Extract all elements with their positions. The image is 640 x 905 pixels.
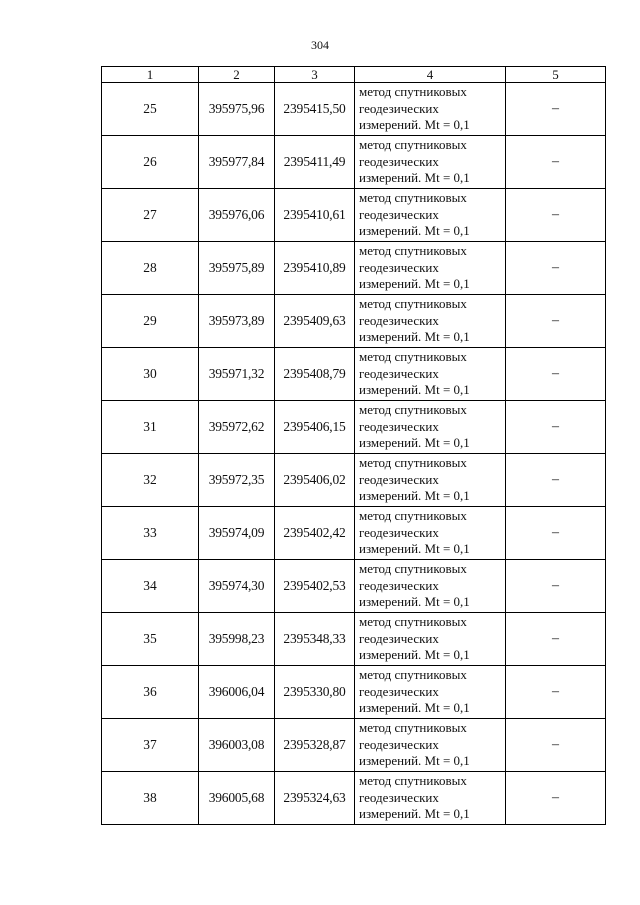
point-number-cell: 35 bbox=[102, 613, 199, 666]
method-line-3: измерений. Mt = 0,1 bbox=[359, 170, 470, 186]
method-line-3: измерений. Mt = 0,1 bbox=[359, 435, 470, 451]
header-col-1: 1 bbox=[102, 67, 199, 83]
table-row bbox=[102, 348, 606, 401]
point-number-cell: 32 bbox=[102, 454, 199, 507]
y-coordinate-cell: 2395409,63 bbox=[275, 295, 355, 348]
method-line-3: измерений. Mt = 0,1 bbox=[359, 541, 470, 557]
method-line-1: метод спутниковых bbox=[359, 508, 467, 524]
method-cell bbox=[355, 401, 506, 454]
table-row bbox=[102, 560, 606, 613]
table-header-row bbox=[102, 67, 606, 83]
y-coordinate-cell: 2395411,49 bbox=[275, 136, 355, 189]
point-number-cell: 27 bbox=[102, 189, 199, 242]
method-line-2: геодезических bbox=[359, 524, 439, 540]
x-coordinate-cell: 395973,89 bbox=[199, 295, 275, 348]
column-5-cell: – bbox=[506, 136, 606, 189]
method-line-2: геодезических bbox=[359, 206, 439, 222]
method-line-1: метод спутниковых bbox=[359, 561, 467, 577]
y-coordinate-cell: 2395408,79 bbox=[275, 348, 355, 401]
method-cell bbox=[355, 83, 506, 136]
table-body bbox=[102, 83, 606, 825]
coordinates-table bbox=[101, 66, 606, 825]
column-5-cell: – bbox=[506, 719, 606, 772]
point-number-cell: 26 bbox=[102, 136, 199, 189]
y-coordinate-cell: 2395348,33 bbox=[275, 613, 355, 666]
table-row bbox=[102, 772, 606, 825]
method-line-2: геодезических bbox=[359, 365, 439, 381]
column-5-cell: – bbox=[506, 189, 606, 242]
point-number-cell: 31 bbox=[102, 401, 199, 454]
x-coordinate-cell: 396006,04 bbox=[199, 666, 275, 719]
x-coordinate-cell: 396005,68 bbox=[199, 772, 275, 825]
x-coordinate-cell: 396003,08 bbox=[199, 719, 275, 772]
method-line-3: измерений. Mt = 0,1 bbox=[359, 382, 470, 398]
method-cell bbox=[355, 560, 506, 613]
header-col-3: 3 bbox=[275, 67, 355, 83]
method-line-2: геодезических bbox=[359, 100, 439, 116]
column-5-cell: – bbox=[506, 242, 606, 295]
method-line-3: измерений. Mt = 0,1 bbox=[359, 329, 470, 345]
y-coordinate-cell: 2395410,61 bbox=[275, 189, 355, 242]
y-coordinate-cell: 2395406,15 bbox=[275, 401, 355, 454]
x-coordinate-cell: 395998,23 bbox=[199, 613, 275, 666]
point-number-cell: 29 bbox=[102, 295, 199, 348]
method-line-2: геодезических bbox=[359, 471, 439, 487]
table-row bbox=[102, 242, 606, 295]
header-col-4: 4 bbox=[355, 67, 506, 83]
column-5-cell: – bbox=[506, 401, 606, 454]
column-5-cell: – bbox=[506, 507, 606, 560]
table-row bbox=[102, 613, 606, 666]
y-coordinate-cell: 2395402,42 bbox=[275, 507, 355, 560]
point-number-cell: 28 bbox=[102, 242, 199, 295]
method-line-1: метод спутниковых bbox=[359, 773, 467, 789]
header-col-2: 2 bbox=[199, 67, 275, 83]
table-row bbox=[102, 666, 606, 719]
x-coordinate-cell: 395975,96 bbox=[199, 83, 275, 136]
method-line-1: метод спутниковых bbox=[359, 296, 467, 312]
x-coordinate-cell: 395974,30 bbox=[199, 560, 275, 613]
table-row bbox=[102, 189, 606, 242]
method-line-2: геодезических bbox=[359, 630, 439, 646]
y-coordinate-cell: 2395324,63 bbox=[275, 772, 355, 825]
point-number-cell: 38 bbox=[102, 772, 199, 825]
method-line-1: метод спутниковых bbox=[359, 243, 467, 259]
method-line-2: геодезических bbox=[359, 577, 439, 593]
method-line-2: геодезических bbox=[359, 418, 439, 434]
x-coordinate-cell: 395975,89 bbox=[199, 242, 275, 295]
method-line-2: геодезических bbox=[359, 153, 439, 169]
method-line-1: метод спутниковых bbox=[359, 667, 467, 683]
method-line-3: измерений. Mt = 0,1 bbox=[359, 647, 470, 663]
x-coordinate-cell: 395971,32 bbox=[199, 348, 275, 401]
column-5-cell: – bbox=[506, 560, 606, 613]
y-coordinate-cell: 2395328,87 bbox=[275, 719, 355, 772]
x-coordinate-cell: 395972,62 bbox=[199, 401, 275, 454]
table-row bbox=[102, 719, 606, 772]
method-line-1: метод спутниковых bbox=[359, 137, 467, 153]
table-row bbox=[102, 454, 606, 507]
y-coordinate-cell: 2395406,02 bbox=[275, 454, 355, 507]
header-col-5: 5 bbox=[506, 67, 606, 83]
method-line-2: геодезических bbox=[359, 736, 439, 752]
table-row bbox=[102, 507, 606, 560]
column-5-cell: – bbox=[506, 348, 606, 401]
method-line-3: измерений. Mt = 0,1 bbox=[359, 700, 470, 716]
method-line-1: метод спутниковых bbox=[359, 349, 467, 365]
column-5-cell: – bbox=[506, 666, 606, 719]
method-cell bbox=[355, 136, 506, 189]
page-number: 304 bbox=[311, 38, 329, 52]
method-line-3: измерений. Mt = 0,1 bbox=[359, 223, 470, 239]
point-number-cell: 30 bbox=[102, 348, 199, 401]
method-line-3: измерений. Mt = 0,1 bbox=[359, 488, 470, 504]
method-cell bbox=[355, 454, 506, 507]
method-line-3: измерений. Mt = 0,1 bbox=[359, 753, 470, 769]
method-line-2: геодезических bbox=[359, 259, 439, 275]
x-coordinate-cell: 395972,35 bbox=[199, 454, 275, 507]
y-coordinate-cell: 2395410,89 bbox=[275, 242, 355, 295]
method-cell bbox=[355, 348, 506, 401]
point-number-cell: 34 bbox=[102, 560, 199, 613]
method-cell bbox=[355, 507, 506, 560]
method-line-1: метод спутниковых bbox=[359, 84, 467, 100]
method-line-3: измерений. Mt = 0,1 bbox=[359, 594, 470, 610]
table-row bbox=[102, 83, 606, 136]
table-row bbox=[102, 401, 606, 454]
method-line-3: измерений. Mt = 0,1 bbox=[359, 806, 470, 822]
method-cell bbox=[355, 295, 506, 348]
method-line-1: метод спутниковых bbox=[359, 190, 467, 206]
method-line-1: метод спутниковых bbox=[359, 402, 467, 418]
method-line-2: геодезических bbox=[359, 789, 439, 805]
method-line-1: метод спутниковых bbox=[359, 720, 467, 736]
method-line-1: метод спутниковых bbox=[359, 614, 467, 630]
method-line-2: геодезических bbox=[359, 312, 439, 328]
y-coordinate-cell: 2395415,50 bbox=[275, 83, 355, 136]
method-cell bbox=[355, 189, 506, 242]
method-cell bbox=[355, 666, 506, 719]
column-5-cell: – bbox=[506, 454, 606, 507]
method-cell bbox=[355, 719, 506, 772]
method-cell bbox=[355, 613, 506, 666]
table-row bbox=[102, 136, 606, 189]
point-number-cell: 36 bbox=[102, 666, 199, 719]
point-number-cell: 25 bbox=[102, 83, 199, 136]
column-5-cell: – bbox=[506, 83, 606, 136]
y-coordinate-cell: 2395330,80 bbox=[275, 666, 355, 719]
method-line-3: измерений. Mt = 0,1 bbox=[359, 276, 470, 292]
point-number-cell: 33 bbox=[102, 507, 199, 560]
method-cell bbox=[355, 242, 506, 295]
method-line-1: метод спутниковых bbox=[359, 455, 467, 471]
column-5-cell: – bbox=[506, 772, 606, 825]
x-coordinate-cell: 395974,09 bbox=[199, 507, 275, 560]
y-coordinate-cell: 2395402,53 bbox=[275, 560, 355, 613]
x-coordinate-cell: 395976,06 bbox=[199, 189, 275, 242]
table-row bbox=[102, 295, 606, 348]
column-5-cell: – bbox=[506, 613, 606, 666]
point-number-cell: 37 bbox=[102, 719, 199, 772]
x-coordinate-cell: 395977,84 bbox=[199, 136, 275, 189]
method-line-2: геодезических bbox=[359, 683, 439, 699]
method-line-3: измерений. Mt = 0,1 bbox=[359, 117, 470, 133]
method-cell bbox=[355, 772, 506, 825]
column-5-cell: – bbox=[506, 295, 606, 348]
